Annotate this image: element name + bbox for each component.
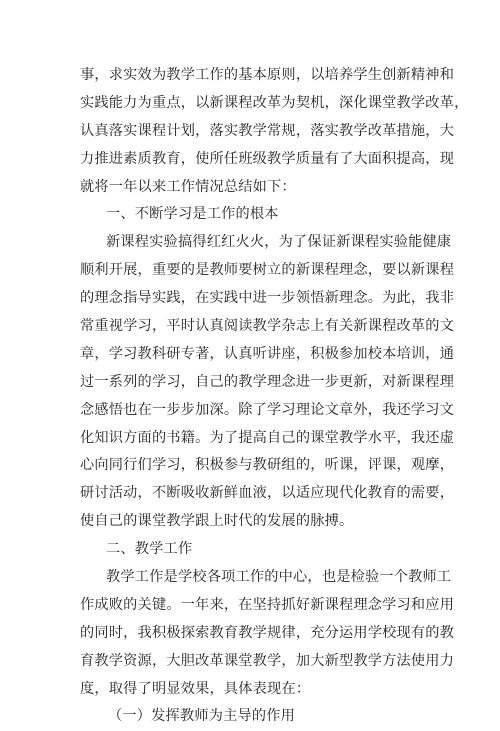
paragraph-line: 度，取得了明显效果，具体表现在： [80,680,311,697]
paragraph-line: 的理念指导实践，在实践中进一步领悟新理念。为此，我非 [80,290,455,307]
section-heading: 一、不断学习是工作的根本 [106,206,279,223]
paragraph-line: 心向同行们学习，积极参与教研组的，听课，评课，观摩， [80,457,455,474]
paragraph-line: 教学工作是学校各项工作的中心，也是检验一个教师工 [106,569,452,586]
paragraph-line: 就将一年以来工作情况总结如下： [80,178,296,195]
paragraph-line: 的同时，我积极探索教育教学规律，充分运用学校现有的教 [80,624,455,641]
paragraph-line: 过一系列的学习，自己的教学理念进一步更新，对新课程理 [80,373,455,390]
subsection-heading: （一）发挥教师为主导的作用 [108,708,296,725]
paragraph-line: 事，求实效为教学工作的基本原则，以培养学生创新精神和 [80,67,455,83]
paragraph-line: 章，学习教科研专著，认真听讲座，积极参加校本培训，通 [80,345,455,362]
paragraph-line: 念感悟也在一步步加深。除了学习理论文章外，我还学习文 [80,401,455,418]
paragraph-line: 化知识方面的书籍。为了提高自己的课堂教学水平，我还虚 [80,429,455,446]
paragraph-line: 实践能力为重点，以新课程改革为契机，深化课堂教学改革， [80,94,469,111]
paragraph-line: 顺利开展，重要的是教师要树立的新课程理念，要以新课程 [80,262,455,279]
paragraph-line: 作成败的关键。一年来，在坚持抓好新课程理念学习和应用 [80,596,455,613]
paragraph-line: 育教学资源，大胆改革课堂教学，加大新型教学方法使用力 [80,652,455,669]
paragraph-line: 使自己的课堂教学跟上时代的发展的脉搏。 [80,513,354,530]
paragraph-line: 常重视学习，平时认真阅读教学杂志上有关新课程改革的文 [80,318,455,335]
section-heading: 二、教学工作 [106,541,193,558]
document-body [80,62,469,731]
paragraph-line: 力推进素质教育，使所任班级教学质量有了大面积提高，现 [80,150,455,167]
paragraph-line: 新课程实验搞得红红火火，为了保证新课程实验能健康 [106,234,452,251]
paragraph-line: 认真落实课程计划，落实教学常规，落实教学改革措施，大 [80,122,455,139]
paragraph-line: 研讨活动，不断吸收新鲜血液，以适应现代化教育的需要， [80,485,455,502]
